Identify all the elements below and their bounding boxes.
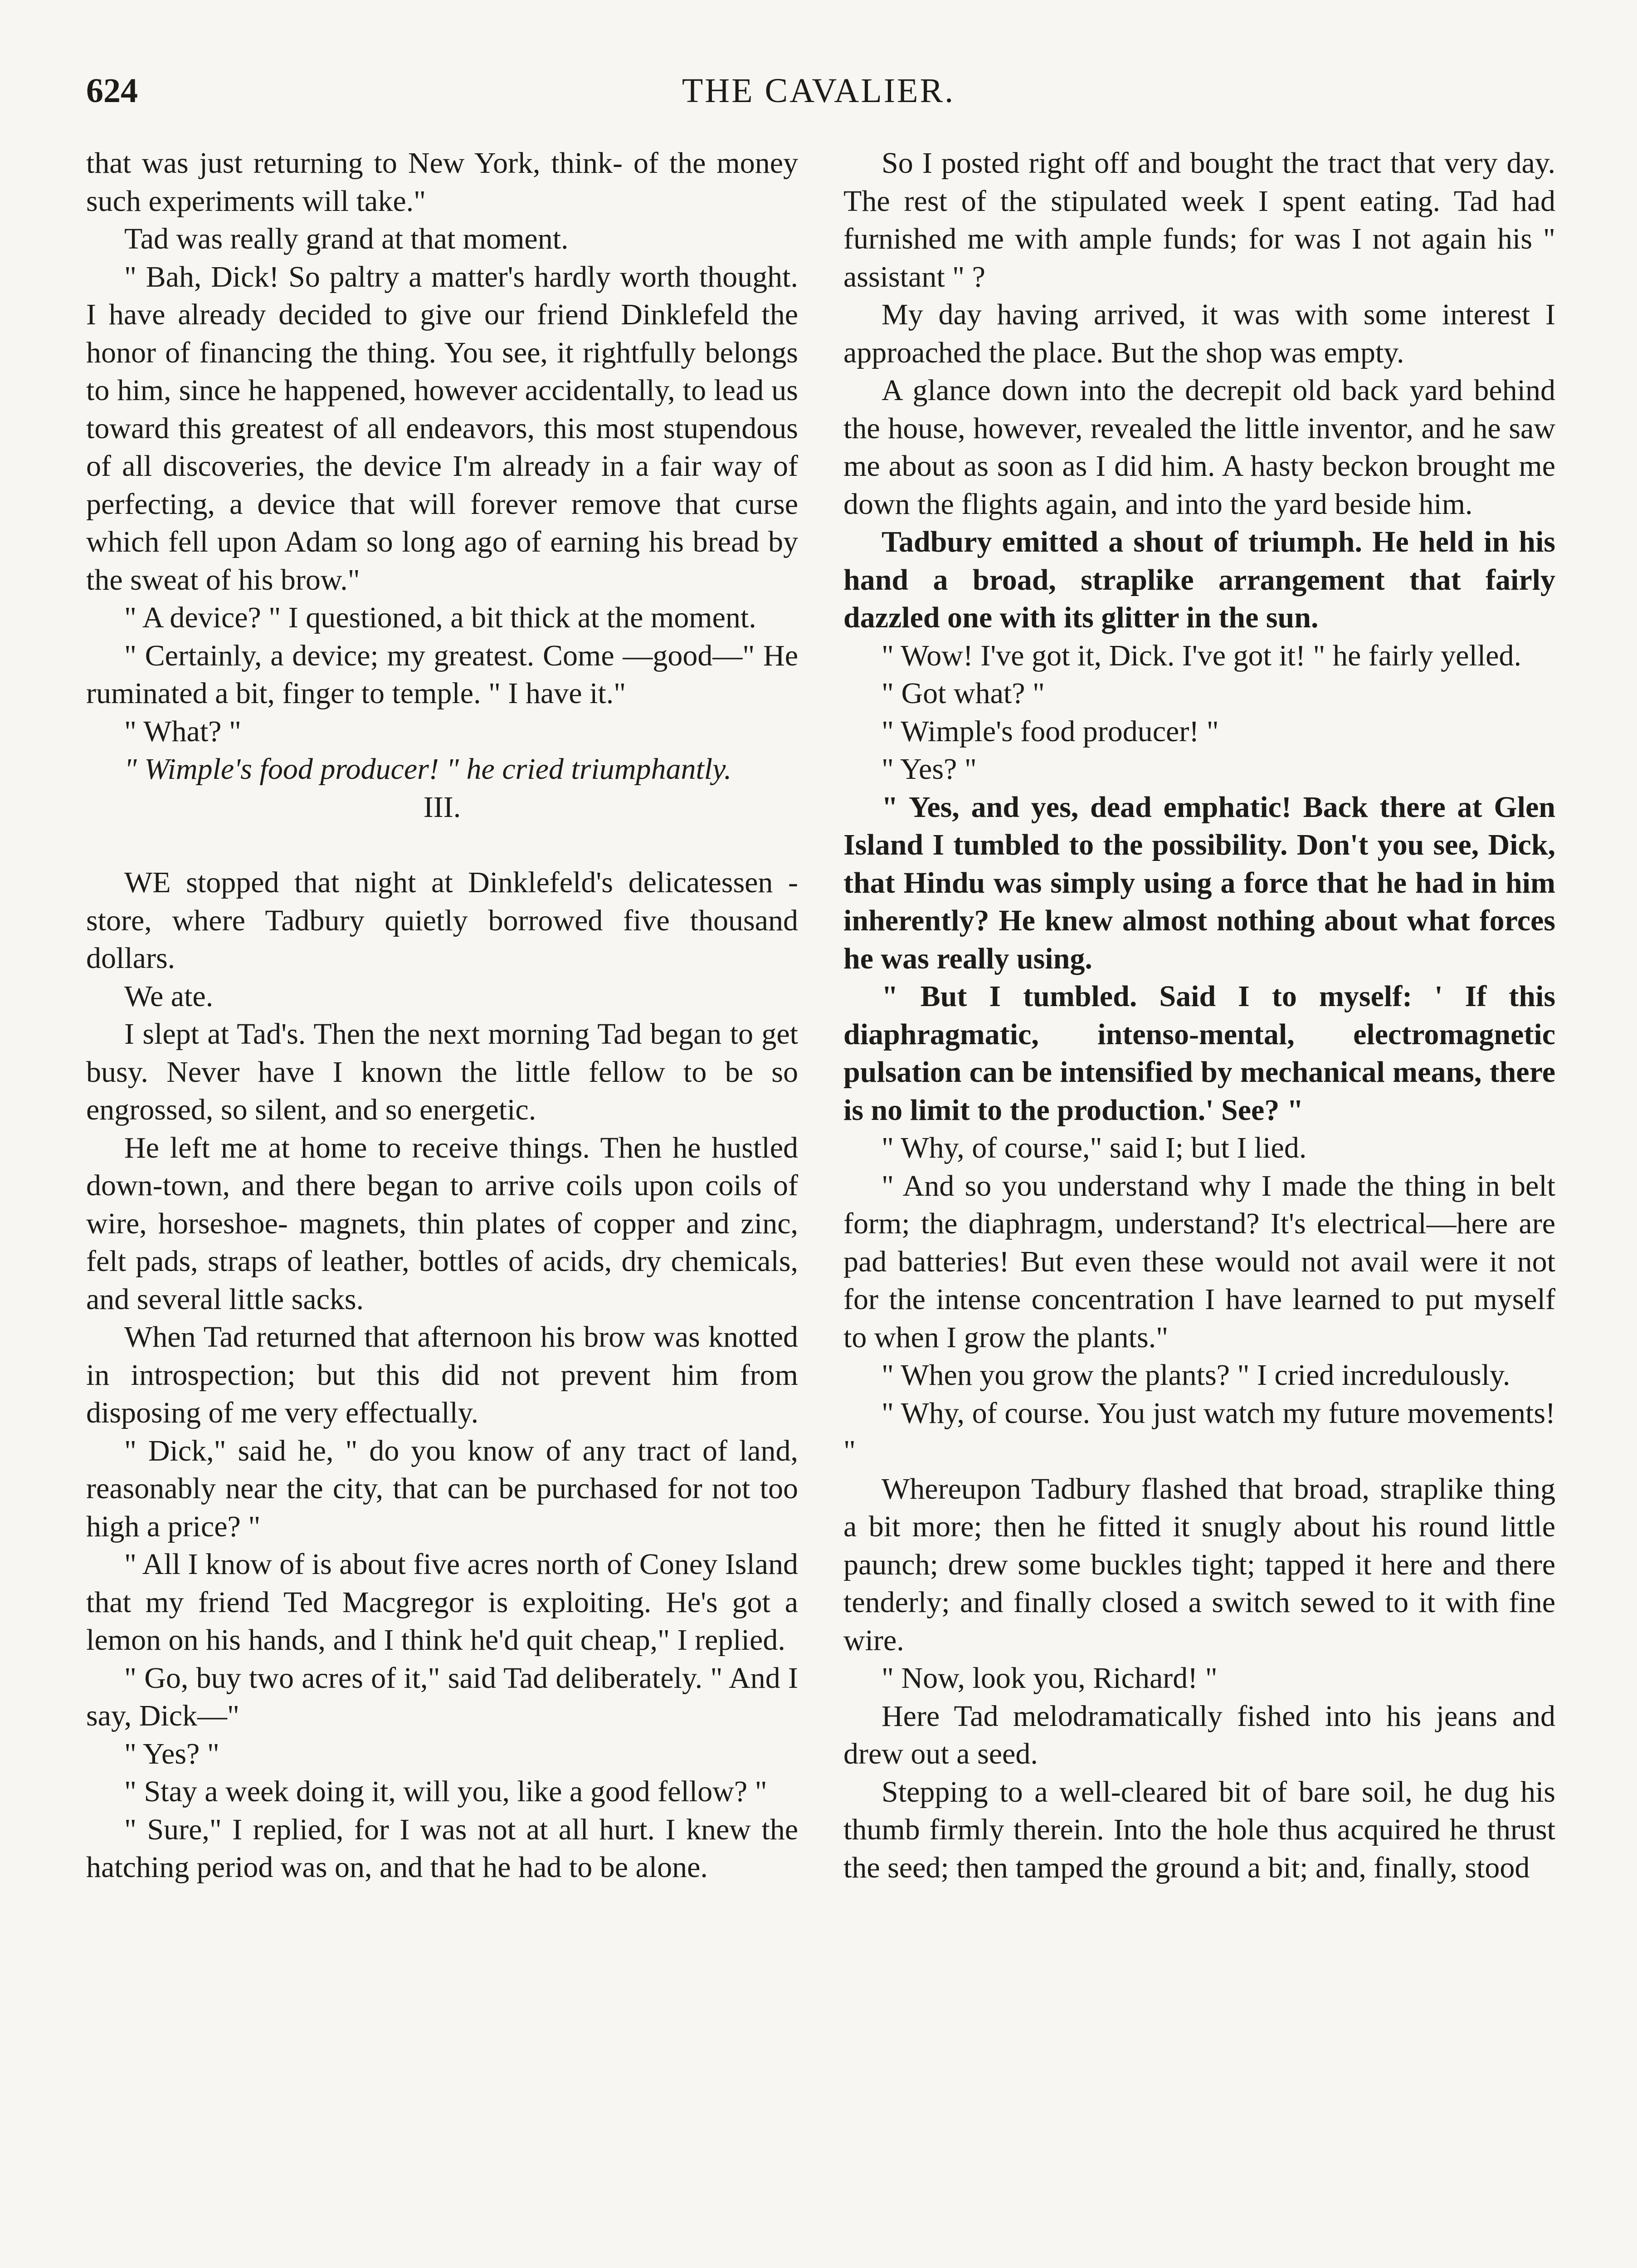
paragraph: When Tad returned that afternoon his brow was knotted in introspection; but this did not prevent him from disposing of me very effectually. [86,1320,798,1429]
paragraph: " Now, look you, Richard! " [882,1662,1218,1695]
paragraph: " Stay a week doing it, will you, like a good fellow? " [124,1775,767,1808]
paragraph: Whereupon Tadbury flashed that broad, straplike thing a bit more; then he fitted it snugly about his round little paunch; drew some buckles tight; tapped it here and there tenderly; and finally closed a switch sewed to it with fine wire. [843,1472,1555,1657]
paragraph: " Wimple's food producer! " he cried triumphantly. [124,753,732,786]
paragraph: " Certainly, a device; my greatest. Come —good—" He ruminated a bit, finger to temple. " I have it." [86,639,798,710]
paragraph: Tadbury emitted a shout of triumph. He held in his hand a broad, straplike arrangement that fairly dazzled one with its glitter in the sun. [843,525,1555,634]
paragraph: " But I tumbled. Said I to myself: ' If this diaphragmatic, intenso-mental, electromagnetic pulsation can be intensified by mechanical means, there is no limit to the production.' See? " [843,980,1555,1127]
paragraph: " Go, buy two acres of it," said Tad deliberately. " And I say, Dick—" [86,1661,798,1732]
paragraph: that was just returning to New York, think- of the money such experiments will take." [86,147,798,218]
paragraph: A glance down into the decrepit old back yard behind the house, however, revealed the little inventor, and he saw me about as soon as I did him. A hasty beckon brought me down the flights again, and into the yard beside him. [843,374,1555,521]
paragraph: " A device? " I questioned, a bit thick at the moment. [124,601,756,634]
paragraph: Tad was really grand at that moment. [124,222,569,255]
paragraph: " Wimple's food producer! " [882,714,1219,748]
paragraph: " What? " [124,714,241,748]
paragraph: Here Tad melodramatically fished into his jeans and drew out a seed. [843,1699,1555,1770]
journal-title: THE CAVALIER. [682,72,955,110]
paragraph: " Dick," said he, " do you know of any tract of land, reasonably near the city, that can be purchased for not too high a price? " [86,1434,798,1543]
paragraph: " All I know of is about five acres north of Coney Island that my friend Ted Macgregor is exploiting. He's got a lemon on his hands, and I think he'd quit cheap," I replied. [86,1548,798,1657]
paragraph: " Sure," I replied, for I was not at all hurt. I knew the hatching period was on, and that he had to be alone. [86,1813,798,1884]
right-column [843,144,1555,1887]
section-heading: III. [423,790,461,824]
paragraph: " Why, of course. You just watch my future movements! " [843,1396,1555,1467]
paragraph: WE stopped that night at Dinklefeld's delicatessen - store, where Tadbury quietly borrowed five thousand dollars. [86,866,798,975]
paragraph: " And so you understand why I made the thing in belt form; the diaphragm, understand? It's electrical—here are pad batteries! But even these would not avail were it not for the intense concentration I have learned to put myself to when I grow the plants." [843,1169,1555,1354]
paragraph: Stepping to a well-cleared bit of bare soil, he dug his thumb firmly therein. Into the hole thus acquired he thrust the seed; then tamped the ground a bit; and, finally, stood [843,1775,1555,1884]
paragraph: So I posted right off and bought the tract that very day. The rest of the stipulated week I spent eating. Tad had furnished me with ample funds; for was I not again his " assistant " ? [843,147,1555,293]
paragraph: " When you grow the plants? " I cried incredulously. [882,1359,1510,1392]
paragraph: He left me at home to receive things. Then he hustled down-town, and there began to arrive coils upon coils of wire, horseshoe- magnets, thin plates of copper and zinc, felt pads, straps of leather, bottles of acids, dry chemicals, and several little sacks. [86,1131,798,1316]
paragraph: We ate. [124,979,214,1013]
running-head [86,68,1551,113]
paragraph: My day having arrived, it was with some interest I approached the place. But the shop was empty. [843,298,1555,369]
paragraph: " Bah, Dick! So paltry a matter's hardly worth thought. I have already decided to give our friend Dinklefeld the honor of financing the thing. You see, it rightfully belongs to him, since he happened, however accidentally, to lead us toward this greatest of all endeavors, this most stupendous of all discoveries, the device I'm already in a fair way of perfecting, a device that will forever remove that curse which fell upon Adam so long ago of earning his bread by the sweat of his brow." [86,260,798,596]
paragraph: " Yes? " [124,1737,219,1770]
paragraph: " Yes? " [882,753,977,786]
paragraph: " Yes, and yes, dead emphatic! Back there at Glen Island I tumbled to the possibility. Don't you see, Dick, that Hindu was simply using a force that he had in him inherently? He knew almost nothing about what forces he was really using. [843,790,1555,975]
left-column [86,144,798,1887]
paragraph: I slept at Tad's. Then the next morning Tad began to get busy. Never have I known the little fellow to be so engrossed, so silent, and so energetic. [86,1017,798,1126]
paragraph: " Wow! I've got it, Dick. I've got it! " he fairly yelled. [882,639,1521,672]
paragraph: " Got what? " [882,677,1045,710]
paragraph: " Why, of course," said I; but I lied. [882,1131,1307,1164]
page-number: 624 [86,72,138,110]
